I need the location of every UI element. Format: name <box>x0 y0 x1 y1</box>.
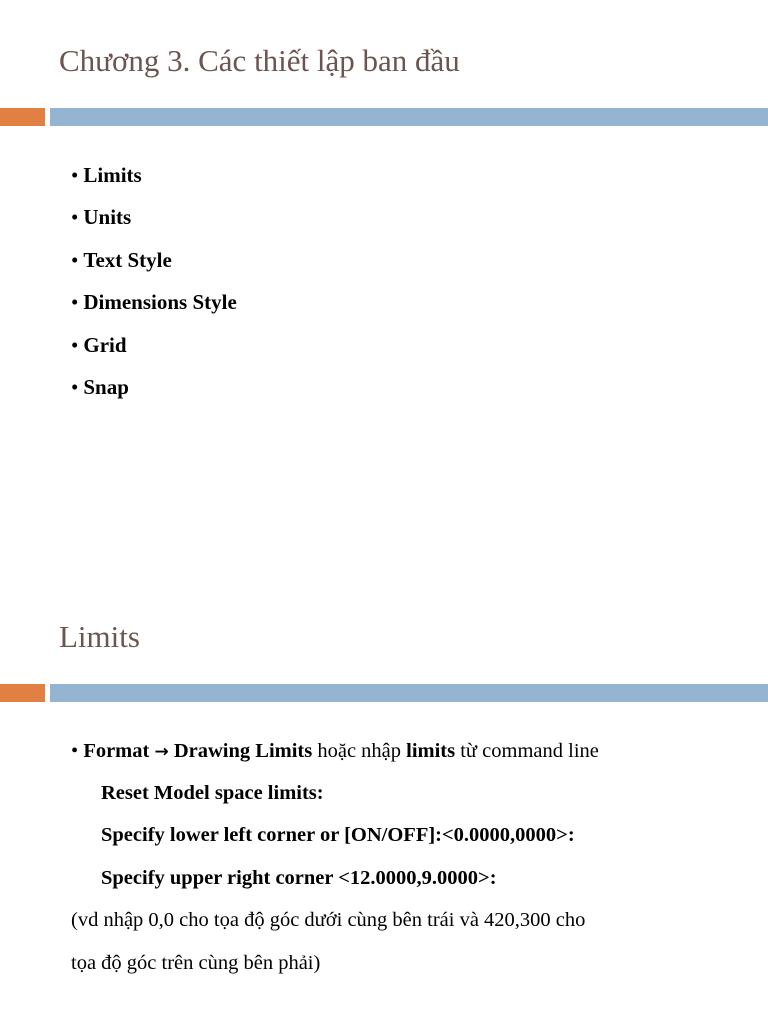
format-menu-text: Format <box>83 740 150 762</box>
drawing-limits-text: Drawing Limits <box>173 740 313 762</box>
title-band-blue <box>50 108 768 126</box>
example-note-line-2: tọa độ góc trên cùng bên phải) <box>71 952 321 974</box>
slide-2 <box>0 576 768 1024</box>
title-band-blue <box>50 684 768 702</box>
list-item <box>71 330 237 372</box>
arrow-right-icon: → <box>154 742 169 762</box>
bullet-glyph: • <box>71 740 79 762</box>
bullet-glyph: • <box>71 332 79 357</box>
list-item-text: Limits <box>83 163 142 187</box>
list-item-text: Text Style <box>83 247 172 272</box>
slide-1-bullet-list <box>71 160 237 414</box>
title-band-orange <box>0 684 45 702</box>
lower-left-corner-line: Specify lower left corner or [ON/OFF]:<0.0000,0000>: <box>101 824 575 846</box>
from-command-line-text: từ command line <box>455 740 599 762</box>
list-item <box>71 160 237 202</box>
bullet-glyph: • <box>71 205 79 230</box>
list-item <box>71 202 237 244</box>
list-item-text: Grid <box>83 332 127 357</box>
bullet-glyph: • <box>71 163 79 187</box>
limits-command-text: limits <box>406 740 456 762</box>
reset-model-space-line: Reset Model space limits: <box>101 782 324 804</box>
list-item-text: Snap <box>83 374 129 399</box>
slide-2-title: Limits <box>59 619 140 654</box>
list-item <box>71 245 237 287</box>
bullet-glyph: • <box>71 290 79 315</box>
bullet-glyph: • <box>71 247 79 272</box>
example-note-line-1: (vd nhập 0,0 cho tọa độ góc dưới cùng bên trái và 420,300 cho <box>71 909 586 931</box>
format-menu-line <box>71 736 599 767</box>
slide-1-title: Chương 3. Các thiết lập ban đầu <box>59 43 460 78</box>
list-item <box>71 372 237 414</box>
or-enter-text: hoặc nhập <box>312 740 407 762</box>
list-item <box>71 287 237 329</box>
title-band-orange <box>0 108 45 126</box>
bullet-glyph: • <box>71 374 79 399</box>
list-item-text: Units <box>83 205 132 230</box>
list-item-text: Dimensions Style <box>83 290 237 315</box>
upper-right-corner-line: Specify upper right corner <12.0000,9.0000>: <box>101 867 497 889</box>
